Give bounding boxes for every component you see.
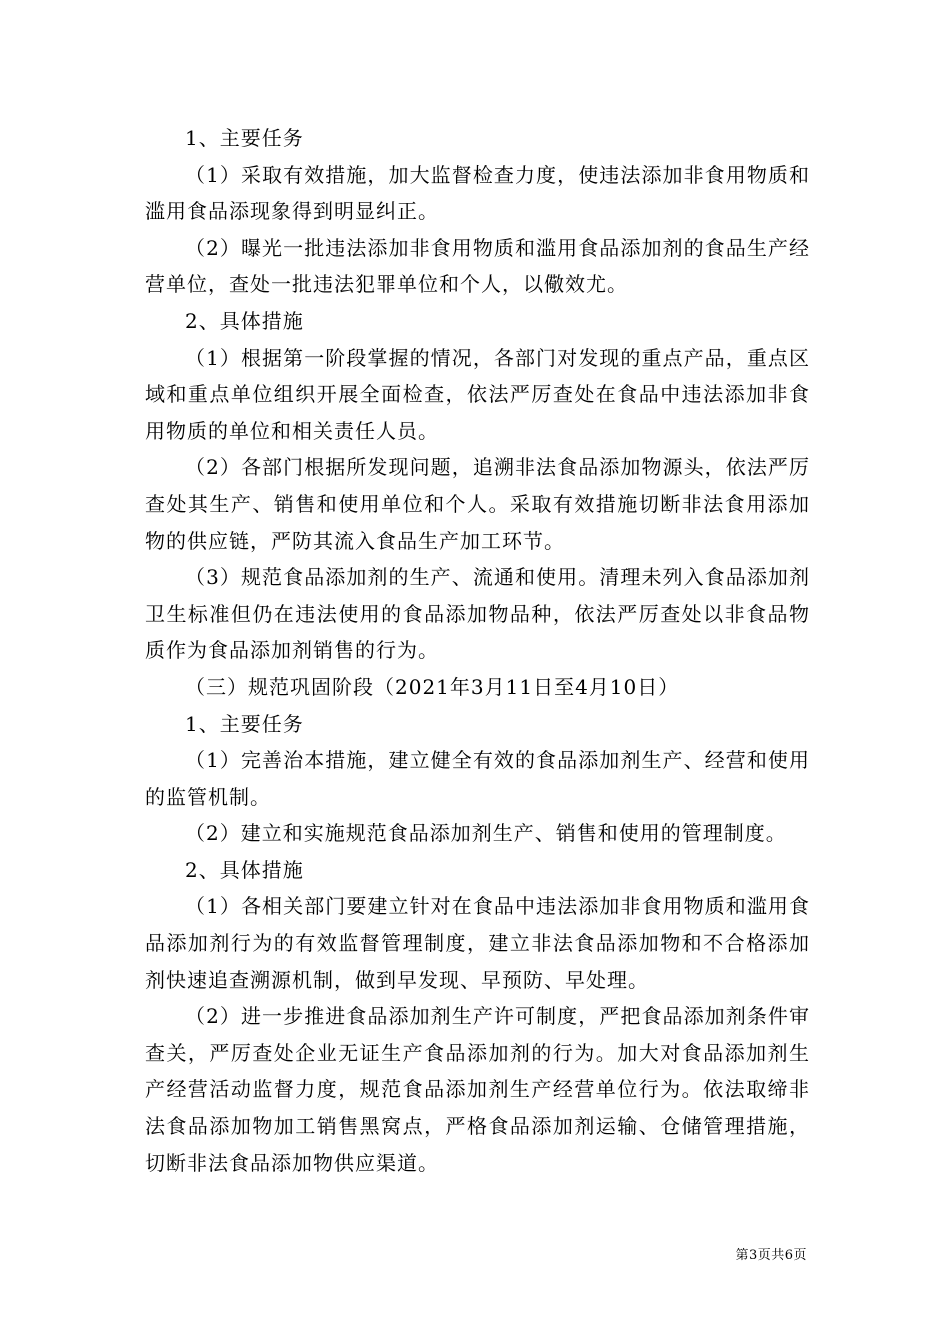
- paragraph-task-4: （2）建立和实施规范食品添加剂生产、销售和使用的管理制度。: [185, 821, 787, 846]
- section-heading-main-tasks-2: 1、主要任务: [185, 711, 304, 736]
- paragraph-measure-2: （2）各部门根据所发现问题，追溯非法食品添加物源头，依法严厉查处其生产、销售和使用单位和个人。采取有效措施切断非法食用添加物的供应链，严防其流入食品生产加工环节。: [145, 455, 810, 553]
- paragraph-measure-1: （1）根据第一阶段掌握的情况，各部门对发现的重点产品，重点区域和重点单位组织开展全面检查，依法严厉查处在食品中违法添加非食用物质的单位和相关责任人员。: [145, 345, 810, 443]
- paragraph-task-3: （1）完善治本措施，建立健全有效的食品添加剂生产、经营和使用的监管机制。: [145, 748, 810, 809]
- section-heading-phase-three: （三）规范巩固阶段（2021年3月11日至4月10日）: [185, 674, 680, 699]
- page-number: 第3页共6页: [735, 1248, 807, 1263]
- paragraph-measure-5: （2）进一步推进食品添加剂生产许可制度，严把食品添加剂条件审查关，严厉查处企业无证生产食品添加剂的行为。加大对食品添加剂生产经营活动监督力度，规范食品添加剂生产经营单位行为。依法取缔非法食品添加物加工销售黑窝点，严格食品添加剂运输、仓储管理措施，切断非法食品添加物供应渠道。: [145, 1004, 810, 1175]
- paragraph-task-1: （1）采取有效措施，加大监督检查力度，使违法添加非食用物质和滥用食品添现象得到明显纠正。: [145, 162, 810, 224]
- section-heading-specific-measures: 2、具体措施: [185, 308, 304, 333]
- paragraph-measure-4: （1）各相关部门要建立针对在食品中违法添加非食用物质和滥用食品添加剂行为的有效监督管理制度，建立非法食品添加物和不合格添加剂快速追查溯源机制，做到早发现、早预防、早处理。: [145, 894, 810, 992]
- section-heading-specific-measures-2: 2、具体措施: [185, 857, 304, 882]
- section-heading-main-tasks: 1、主要任务: [185, 126, 304, 150]
- document-body: [145, 120, 810, 1181]
- paragraph-task-2: （2）曝光一批违法添加非食用物质和滥用食品添加剂的食品生产经营单位，查处一批违法犯罪单位和个人，以儆效尤。: [145, 235, 810, 297]
- paragraph-measure-3: （3）规范食品添加剂的生产、流通和使用。清理未列入食品添加剂卫生标准但仍在违法使用的食品添加物品种，依法严厉查处以非食品物质作为食品添加剂销售的行为。: [145, 565, 810, 663]
